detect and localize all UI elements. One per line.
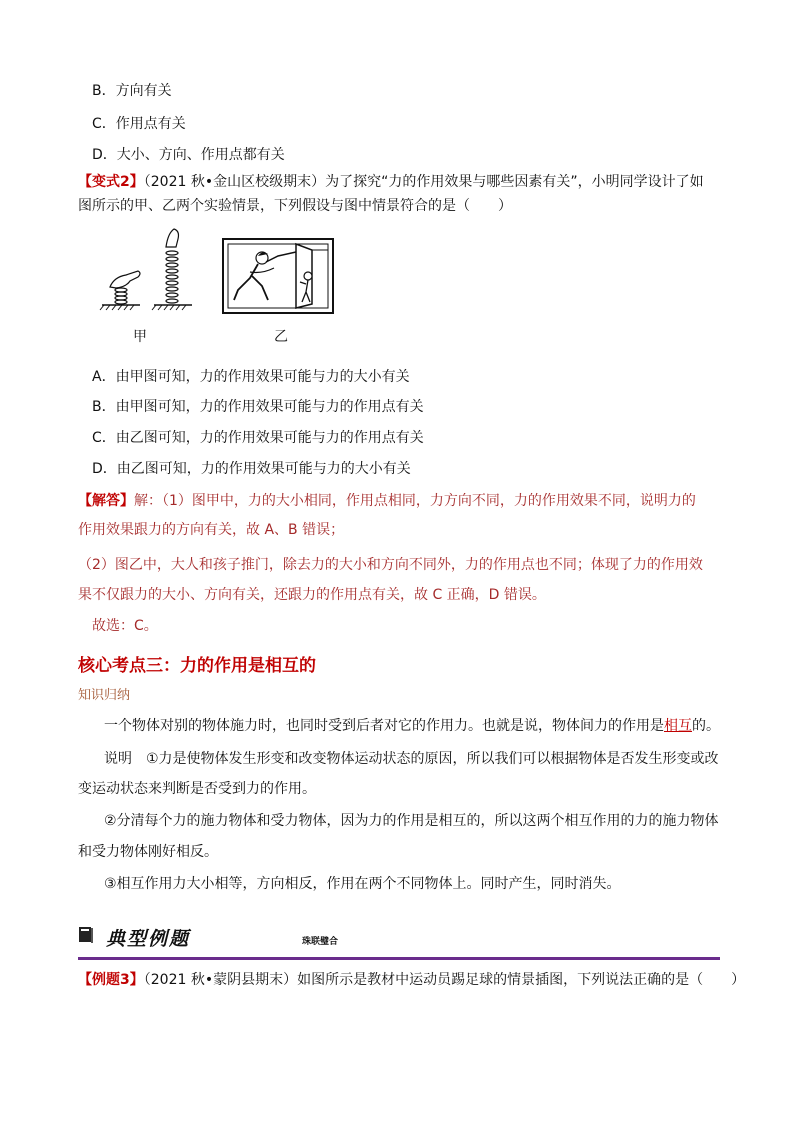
answer-line3: （2）图乙中，大人和孩子推门，除去力的大小和方向不同外，力的作用点也不同；体现了力的作用效 (78, 557, 703, 573)
example3-line (78, 970, 745, 990)
variant2-tag: 【变式2】 (78, 174, 144, 190)
variant2-line2: 图所示的甲、乙两个实验情景，下列假设与图中情景符合的是（ ） (78, 198, 512, 214)
knowledge-label: 知识归纳 (78, 688, 131, 703)
note3: ③相互作用力大小相等，方向相反，作用在两个不同物体上。同时产生，同时消失。 (104, 876, 621, 892)
note2-line1: ②分清每个力的施力物体和受力物体，因为力的作用是相互的，所以这两个相互作用的力的施力物体 (104, 813, 719, 829)
variant2-text-1: （2021 秋•金山区校级期末）为了探究“力的作用效果与哪些因素有关”，小明同学设计了如 (143, 174, 704, 190)
note2-line2: 和受力物体刚好相反。 (78, 844, 218, 860)
core3-paragraph1 (104, 716, 720, 736)
option-c-point: C．作用点有关 (92, 116, 186, 132)
option-d-all: D．大小、方向、作用点都有关 (92, 147, 285, 163)
note1-text: ①力是使物体发生形变和改变物体运动状态的原因，所以我们可以根据物体是否发生形变或改 (146, 751, 719, 767)
example3-tag: 【例题3】 (78, 972, 144, 988)
option-d: D．由乙图可知，力的作用效果可能与力的大小有关 (92, 461, 411, 477)
p1-underlined: 相互 (664, 718, 692, 734)
figure-yi (222, 238, 334, 314)
section-divider (78, 957, 720, 960)
p1-after: 的。 (692, 718, 720, 734)
answer-line4: 果不仅跟力的大小、方向有关，还跟力的作用点有关，故 C 正确，D 错误。 (78, 587, 546, 603)
note-label: 说明 (104, 751, 132, 767)
typical-examples-title: 典型例题 (106, 928, 191, 950)
variant2-line1 (78, 172, 704, 192)
core3-heading: 核心考点三：力的作用是相互的 (78, 656, 316, 676)
option-b: B．由甲图可知，力的作用效果可能与力的作用点有关 (92, 399, 424, 415)
answer-line5: 故选：C。 (92, 618, 158, 634)
option-c: C．由乙图可知，力的作用效果可能与力的作用点有关 (92, 430, 424, 446)
answer-line2: 作用效果跟力的方向有关，故 A、B 错误； (78, 522, 345, 538)
book-icon (78, 926, 94, 944)
option-a: A．由甲图可知，力的作用效果可能与力的大小有关 (92, 369, 410, 385)
answer-tag: 【解答】 (78, 493, 134, 509)
note1-line2: 变运动状态来判断是否受到力的作用。 (78, 781, 316, 797)
typical-examples-subtitle: 珠联璧合 (302, 937, 339, 947)
answer-line1 (78, 491, 696, 511)
figure-jia-label: 甲 (133, 329, 147, 345)
option-b-direction: B．方向有关 (92, 83, 172, 99)
example3-text: （2021 秋•蒙阴县期末）如图所示是教材中运动员踢足球的情景插图，下列说法正确的是（ ） (143, 972, 746, 988)
p1-before: 一个物体对别的物体施力时，也同时受到后者对它的作用力。也就是说，物体间力的作用是 (104, 718, 664, 734)
figure-yi-label: 乙 (274, 329, 288, 345)
answer-text-1: 解：（1）图甲中，力的大小相同，作用点相同，力方向不同，力的作用效果不同，说明力的 (134, 493, 696, 509)
figure-jia (96, 225, 206, 315)
note1-line1 (104, 749, 719, 769)
